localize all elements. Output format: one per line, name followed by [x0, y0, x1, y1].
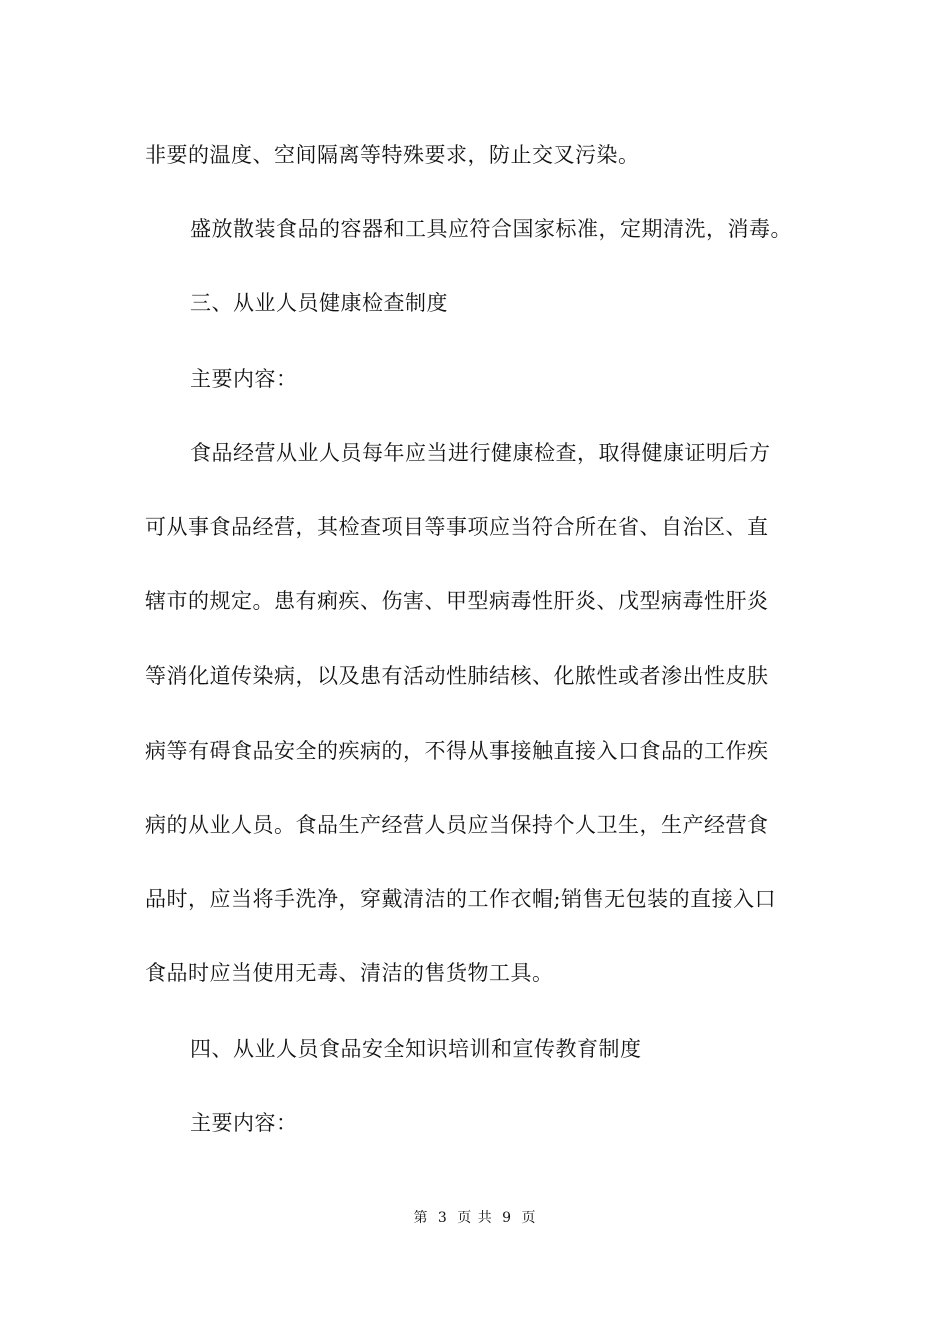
paragraph-line: 病的从业人员。食品生产经营人员应当保持个人卫生，生产经营食 [145, 813, 769, 837]
subheading: 主要内容： [190, 367, 298, 391]
paragraph-line: 非要的温度、空间隔离等特殊要求，防止交叉污染。 [145, 143, 640, 167]
subheading: 主要内容： [190, 1111, 298, 1135]
paragraph-line: 品时，应当将手洗净，穿戴清洁的工作衣帽;销售无包装的直接入口 [145, 887, 777, 911]
paragraph-line: 食品经营从业人员每年应当进行健康检查，取得健康证明后方 [190, 441, 771, 465]
paragraph-line: 食品时应当使用无毒、清洁的售货物工具。 [145, 961, 554, 985]
footer-suffix: 页 [521, 1210, 537, 1226]
section-heading: 四、从业人员食品安全知识培训和宣传教育制度 [190, 1037, 642, 1061]
footer-total-pages: 9 [502, 1210, 513, 1226]
page-footer [0, 1208, 950, 1228]
paragraph-line: 等消化道传染病，以及患有活动性肺结核、化脓性或者渗出性皮肤 [145, 664, 769, 688]
footer-middle: 页 共 [457, 1210, 493, 1226]
paragraph-line: 病等有碍食品安全的疾病的，不得从事接触直接入口食品的工作疾 [145, 739, 769, 763]
section-heading: 三、从业人员健康检查制度 [190, 291, 448, 315]
paragraph-line: 盛放散装食品的容器和工具应符合国家标准，定期清洗，消毒。 [190, 217, 792, 241]
paragraph-line: 可从事食品经营，其检查项目等事项应当符合所在省、自治区、直 [145, 515, 769, 539]
footer-prefix: 第 [413, 1210, 429, 1226]
paragraph-line: 辖市的规定。患有痢疾、伤害、甲型病毒性肝炎、戊型病毒性肝炎 [145, 589, 769, 613]
footer-current-page: 3 [437, 1210, 448, 1226]
